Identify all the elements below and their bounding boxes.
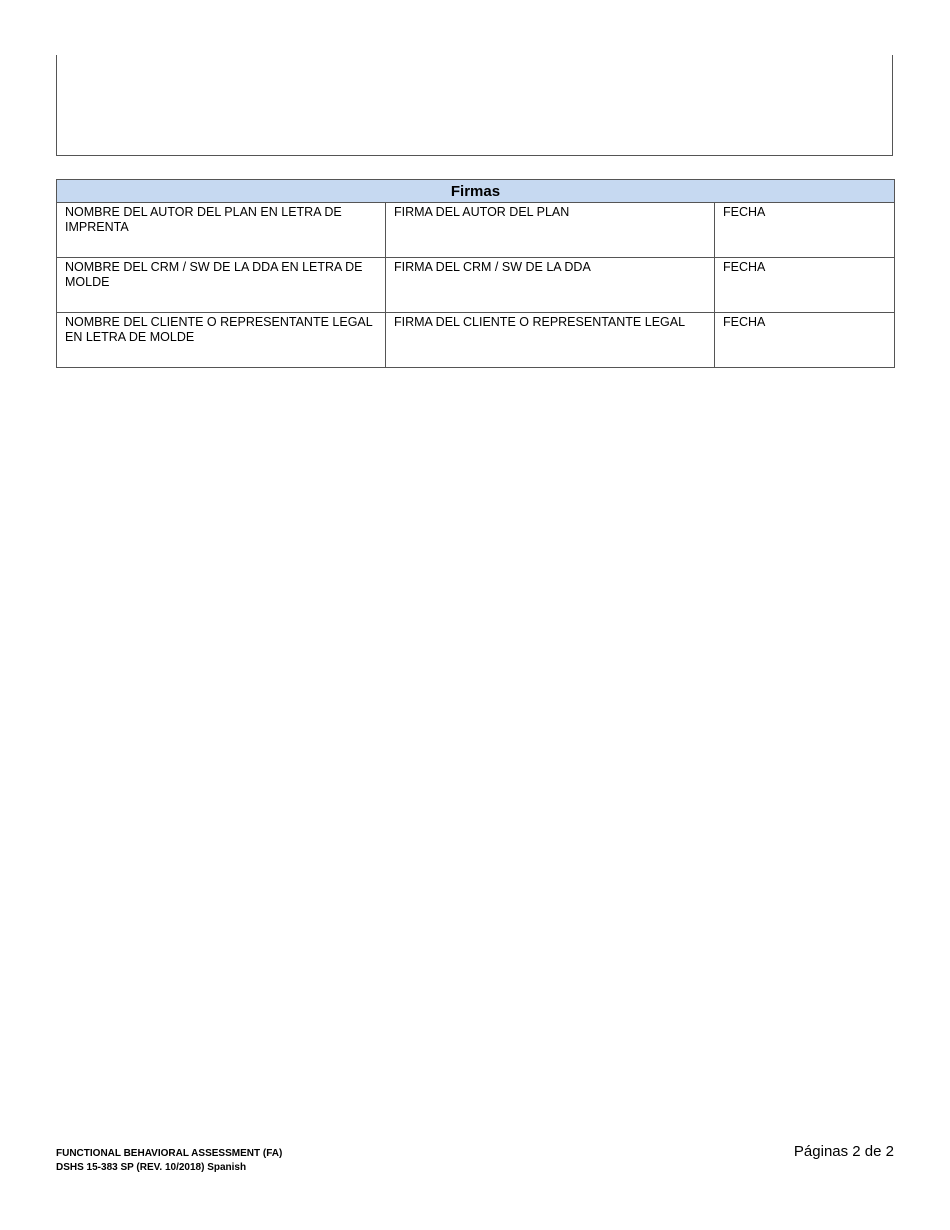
crm-sw-name-field[interactable]: NOMBRE DEL CRM / SW DE LA DDA EN LETRA DE MOLDE xyxy=(57,258,386,313)
plan-author-name-field[interactable]: NOMBRE DEL AUTOR DEL PLAN EN LETRA DE IMPRENTA xyxy=(57,203,386,258)
crm-sw-date-field[interactable]: FECHA xyxy=(715,258,895,313)
form-title: FUNCTIONAL BEHAVIORAL ASSESSMENT (FA) xyxy=(56,1148,283,1159)
page-indicator: Páginas 2 de 2 xyxy=(793,1143,894,1160)
form-number: DSHS 15-383 SP (REV. 10/2018) Spanish xyxy=(56,1162,247,1173)
signatures-table xyxy=(56,179,895,368)
form-footer xyxy=(56,1147,282,1175)
signatures-header-row xyxy=(57,180,895,203)
signature-row-client xyxy=(57,313,895,368)
client-name-field[interactable]: NOMBRE DEL CLIENTE O REPRESENTANTE LEGAL EN LETRA DE MOLDE xyxy=(57,313,386,368)
plan-author-date-field[interactable]: FECHA xyxy=(715,203,895,258)
crm-sw-signature-field[interactable]: FIRMA DEL CRM / SW DE LA DDA xyxy=(386,258,715,313)
previous-section-box xyxy=(56,55,893,156)
client-date-field[interactable]: FECHA xyxy=(715,313,895,368)
signature-row-plan-author xyxy=(57,203,895,258)
client-signature-field[interactable]: FIRMA DEL CLIENTE O REPRESENTANTE LEGAL xyxy=(386,313,715,368)
signatures-title: Firmas xyxy=(57,180,895,203)
plan-author-signature-field[interactable]: FIRMA DEL AUTOR DEL PLAN xyxy=(386,203,715,258)
signature-row-crm-sw xyxy=(57,258,895,313)
